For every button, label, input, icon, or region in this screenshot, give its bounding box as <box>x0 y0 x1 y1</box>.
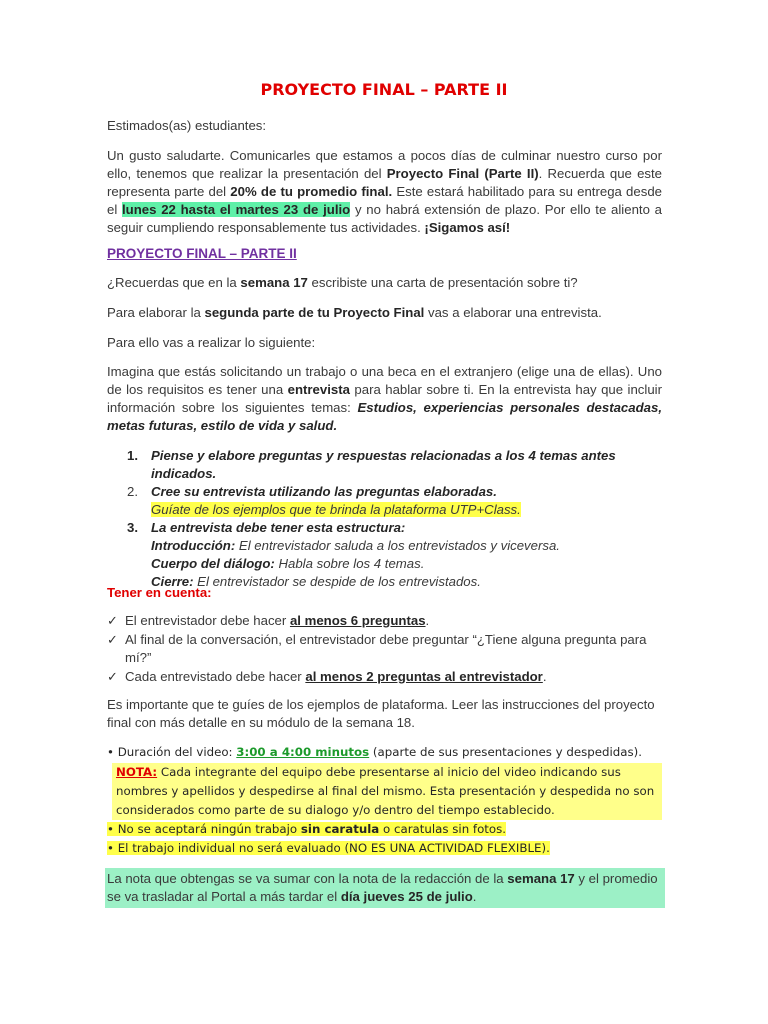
step-3 <box>107 519 662 591</box>
duration-line <box>107 743 662 762</box>
structure-body-label: Cuerpo del diálogo: <box>151 556 275 571</box>
check-item-2 <box>107 631 662 667</box>
rule2-text: El trabajo individual no será evaluado (NO ES UNA ACTIVIDAD FLEXIBLE). <box>113 841 550 855</box>
structure-close-text: El entrevistador se despide de los entrevistados. <box>193 574 481 589</box>
final-text-c: y el promedio se va trasladar al Portal a más tardar el <box>107 871 658 904</box>
document-title: PROYECTO FINAL – PARTE II <box>260 80 508 99</box>
intro-bold-percent: 20% de tu promedio final. <box>230 184 393 199</box>
check-3-bold: al menos 2 preguntas al entrevistador <box>305 669 543 684</box>
step-2-note: Guíate de los ejemplos que te brinda la plataforma UTP+Class. <box>151 502 521 517</box>
checkmark-icon: ✓ <box>107 632 119 647</box>
check-item-3 <box>107 668 662 686</box>
final-note-box <box>105 868 665 908</box>
intro-highlight-dates: lunes 22 hasta el martes 23 de julio <box>122 202 351 217</box>
steps-list <box>107 447 662 591</box>
step-1-number: 1. <box>127 448 138 463</box>
instruction-second-part <box>107 304 662 322</box>
intro-paragraph <box>107 147 662 237</box>
step-1-text: Piense y elabore preguntas y respuestas relacionadas a los 4 temas antes indicados. <box>151 448 616 481</box>
structure-intro-label: Introducción: <box>151 538 236 553</box>
rule1-bold: sin caratula <box>300 822 380 836</box>
intro-bold-project: Proyecto Final (Parte II) <box>386 166 539 181</box>
rule1-text-c: o caratulas sin fotos. <box>379 822 507 836</box>
bullet-icon: • <box>107 841 114 855</box>
bullet-icon: • <box>107 745 114 759</box>
rule1-text-a: No se aceptará ningún trabajo <box>113 822 301 836</box>
rule-caratula <box>107 820 662 839</box>
check-1-bold: al menos 6 preguntas <box>289 613 426 628</box>
check-item-1 <box>107 612 662 630</box>
checkmark-icon: ✓ <box>107 613 119 628</box>
check-2-text: Al final de la conversación, el entrevistador debe preguntar “¿Tiene alguna pregunta para mí?” <box>125 632 647 665</box>
step-2-text: Cree su entrevista utilizando las preguntas elaboradas. <box>151 484 497 499</box>
greeting: Estimados(as) estudiantes: <box>107 118 267 133</box>
step-3-number: 3. <box>127 520 138 535</box>
duration-value: 3:00 a 4:00 minutos <box>236 745 370 759</box>
check-3-text-a: Cada entrevistado debe hacer <box>125 669 306 684</box>
structure-body-text: Habla sobre los 4 temas. <box>274 556 425 571</box>
structure-close-label: Cierre: <box>151 574 194 589</box>
step-3-text: La entrevista debe tener esta estructura: <box>151 520 406 535</box>
intro-text-1: Un gusto saludarte. Comunicarles que estamos a pocos días de culminar nuestro curso por ello, tenemos que realizar la presentación del <box>107 148 662 181</box>
checklist <box>107 612 662 687</box>
step-1 <box>107 447 662 483</box>
check-3-text-c: . <box>542 669 547 684</box>
imagine-paragraph <box>107 363 662 435</box>
final-bold-date: día jueves 25 de julio <box>340 889 473 904</box>
q2-bold: segunda parte de tu Proyecto Final <box>204 305 425 320</box>
final-text-a: La nota que obtengas se va sumar con la nota de la redacción de la <box>107 871 508 886</box>
question-week17 <box>107 274 662 292</box>
q4-bold: entrevista <box>287 382 350 397</box>
step-2-number: 2. <box>127 484 138 499</box>
q1-bold: semana 17 <box>240 275 308 290</box>
important-paragraph: Es importante que te guíes de los ejemplos de plataforma. Leer las instrucciones del proyecto final con más detalle en su módulo de la semana 18. <box>107 697 655 730</box>
q2-text-c: vas a elaborar una entrevista. <box>424 305 602 320</box>
q4-text-a: Imagina que estás solicitando un trabajo o una beca en el extranjero (elige una de ellas). Uno de los requisitos es tener una <box>107 364 662 397</box>
bullet-icon: • <box>107 822 114 836</box>
nota-text: Cada integrante del equipo debe presentarse al inicio del video indicando sus nombres y apellidos y despedirse al final del mismo. Esta presentación y despedida no son considerados como parte de su dialogo y/o dentro del tiempo establecido. <box>116 765 655 817</box>
q4-text-c: para hablar sobre ti. En la entrevista hay que incluir información sobre los siguientes temas: <box>107 382 662 415</box>
q1-text-a: ¿Recuerdas que en la <box>107 275 241 290</box>
final-text-e: . <box>472 889 477 904</box>
structure-intro-text: El entrevistador saluda a los entrevistados y viceversa. <box>235 538 560 553</box>
q1-text-c: escribiste una carta de presentación sobre ti? <box>307 275 578 290</box>
final-bold-week: semana 17 <box>507 871 575 886</box>
intro-text-4: y no habrá extensión de plazo. Por ello te aliento a seguir cumpliendo responsablemente tus actividades. <box>107 202 662 235</box>
nota-label: NOTA: <box>116 765 158 779</box>
duration-text-c: (aparte de sus presentaciones y despedidas). <box>369 745 643 759</box>
instruction-follow: Para ello vas a realizar lo siguiente: <box>107 335 316 350</box>
q4-topics: Estudios, experiencias personales destacadas, metas futuras, estilo de vida y salud. <box>107 400 662 433</box>
step-2 <box>107 483 662 519</box>
rule-individual <box>107 839 662 858</box>
subheading: PROYECTO FINAL – PARTE II <box>107 246 297 261</box>
duration-text-a: Duración del video: <box>113 745 237 759</box>
tener-en-cuenta-heading: Tener en cuenta: <box>107 585 212 600</box>
q2-text-a: Para elaborar la <box>107 305 205 320</box>
checkmark-icon: ✓ <box>107 669 119 684</box>
intro-text-3: Este estará habilitado para su entrega desde el <box>107 184 662 217</box>
intro-bold-cheer: ¡Sigamos así! <box>424 220 511 235</box>
intro-text-2: . Recuerda que este representa parte del <box>107 166 662 199</box>
check-1-text-c: . <box>425 613 430 628</box>
check-1-text-a: El entrevistador debe hacer <box>125 613 290 628</box>
nota-box <box>112 763 662 820</box>
